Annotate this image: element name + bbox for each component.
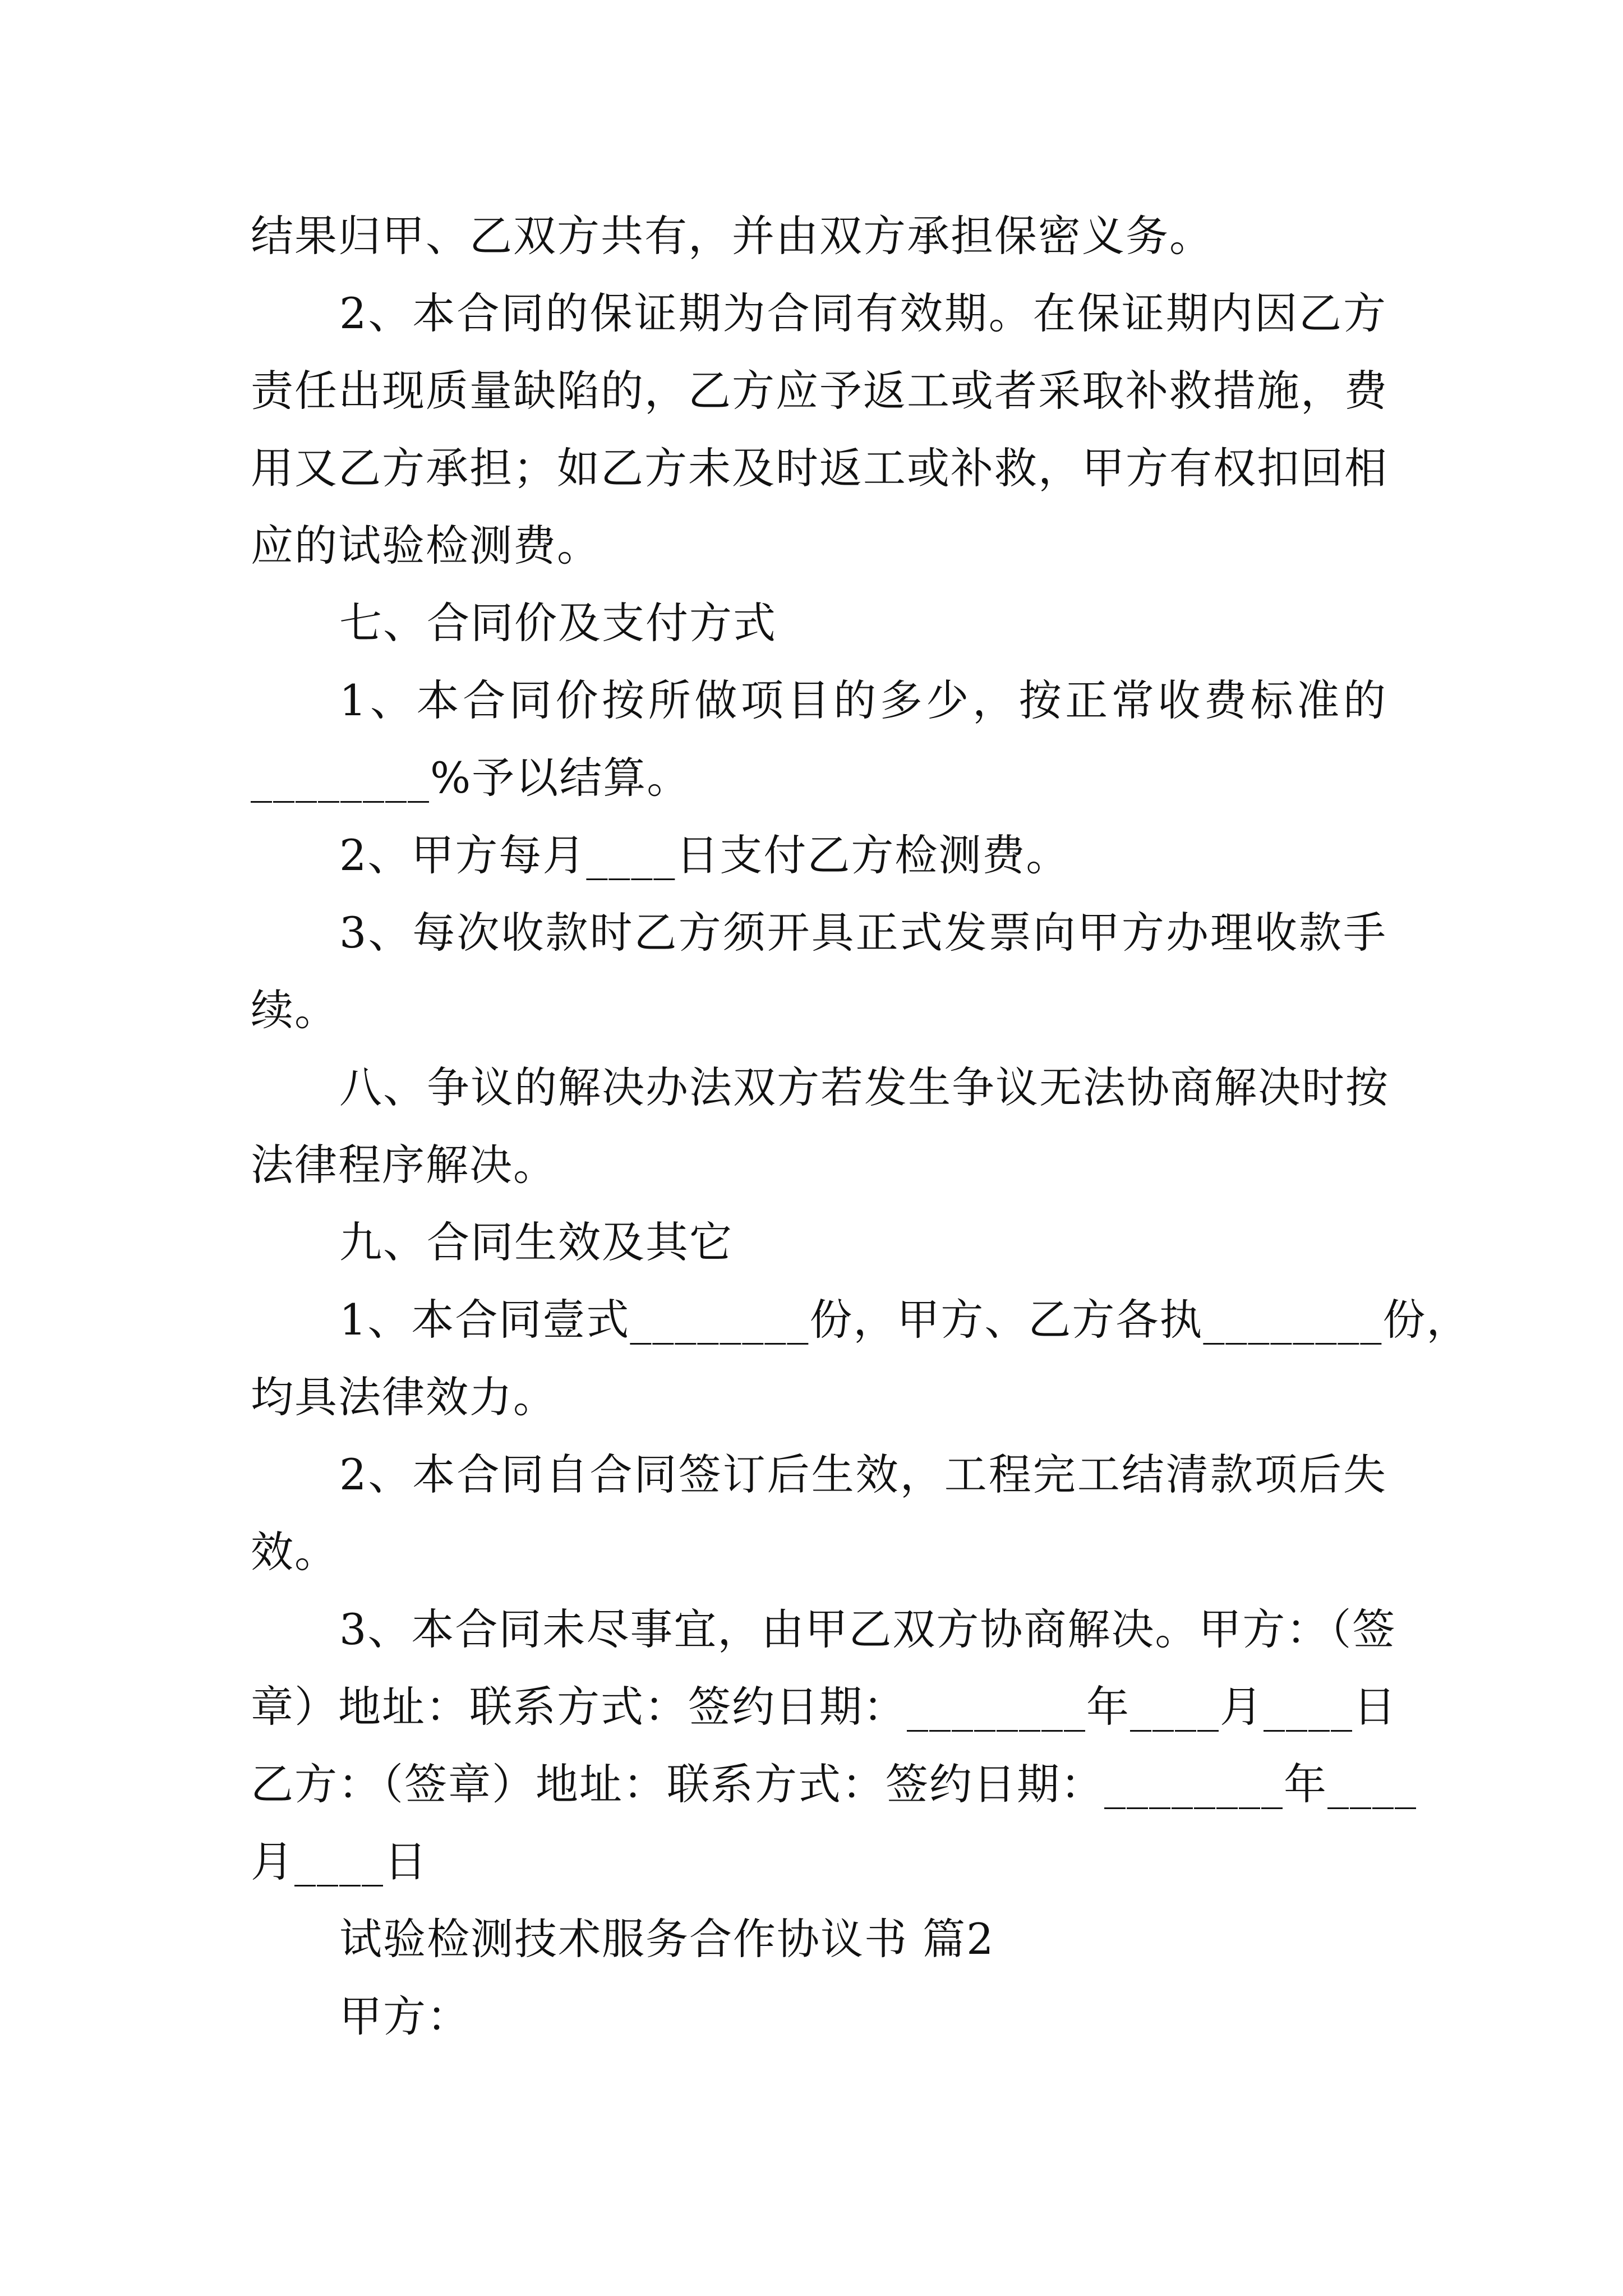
paragraph-effect-3-signatures — [251, 1591, 1417, 1901]
doc-line: 均具法律效力。 — [251, 1372, 557, 1422]
doc-line: 甲方： — [339, 1991, 471, 2041]
doc-line: 八、争议的解决办法双方若发生争议无法协商解决时按 — [339, 1062, 1389, 1112]
doc-line: 3、本合同未尽事宜，由甲乙双方协商解决。甲方：（签 — [339, 1604, 1396, 1654]
paragraph-price-2 — [251, 817, 1387, 894]
doc-line: 九、合同生效及其它 — [339, 1217, 733, 1267]
document-body — [251, 197, 1470, 2055]
doc-line: 结果归甲、乙双方共有，并由双方承担保密义务。 — [251, 211, 1213, 261]
doc-line: 2、本合同的保证期为合同有效期。在保证期内因乙方 — [339, 288, 1387, 338]
section-heading-effect — [251, 1204, 1387, 1281]
doc-line: 章）地址：联系方式：签约日期：________年____月____日 — [251, 1682, 1397, 1732]
doc-line: 试验检测技术服务合作协议书 篇2 — [339, 1914, 995, 1964]
paragraph-warranty — [251, 275, 1387, 585]
paragraph-dispute — [251, 1049, 1387, 1204]
doc-line: 效。 — [251, 1527, 338, 1577]
doc-line: 2、本合同自合同签订后生效，工程完工结清款项后失 — [339, 1450, 1387, 1499]
paragraph-price-1 — [251, 662, 1387, 817]
doc-line: 2、甲方每月____日支付乙方检测费。 — [339, 830, 1070, 880]
party-a-label — [251, 1978, 1387, 2055]
doc-line: 七、合同价及支付方式 — [339, 598, 777, 648]
doc-line: 月____日 — [251, 1837, 428, 1887]
doc-line: 责任出现质量缺陷的，乙方应予返工或者采取补救措施，费 — [251, 366, 1388, 416]
doc-line: 续。 — [251, 985, 338, 1035]
paragraph-confidentiality-end — [251, 197, 1387, 275]
doc-line: 1、本合同壹式________份，甲方、乙方各执________份， — [339, 1295, 1470, 1345]
document-title-part-2 — [251, 1901, 1387, 1978]
doc-line: 乙方：（签章）地址：联系方式：签约日期：________年____ — [251, 1759, 1417, 1809]
doc-line: 应的试验检测费。 — [251, 521, 601, 570]
doc-line: 用又乙方承担；如乙方未及时返工或补救，甲方有权扣回相 — [251, 443, 1388, 493]
paragraph-effect-2 — [251, 1436, 1387, 1591]
doc-line: 3、每次收款时乙方须开具正式发票向甲方办理收款手 — [339, 908, 1387, 958]
section-heading-price — [251, 585, 1387, 662]
doc-line: 1、本合同价按所做项目的多少，按正常收费标准的 — [339, 675, 1387, 725]
paragraph-effect-1 — [251, 1281, 1470, 1436]
doc-line: 法律程序解决。 — [251, 1140, 557, 1190]
doc-line: ________%予以结算。 — [251, 753, 691, 803]
paragraph-price-3 — [251, 894, 1387, 1049]
